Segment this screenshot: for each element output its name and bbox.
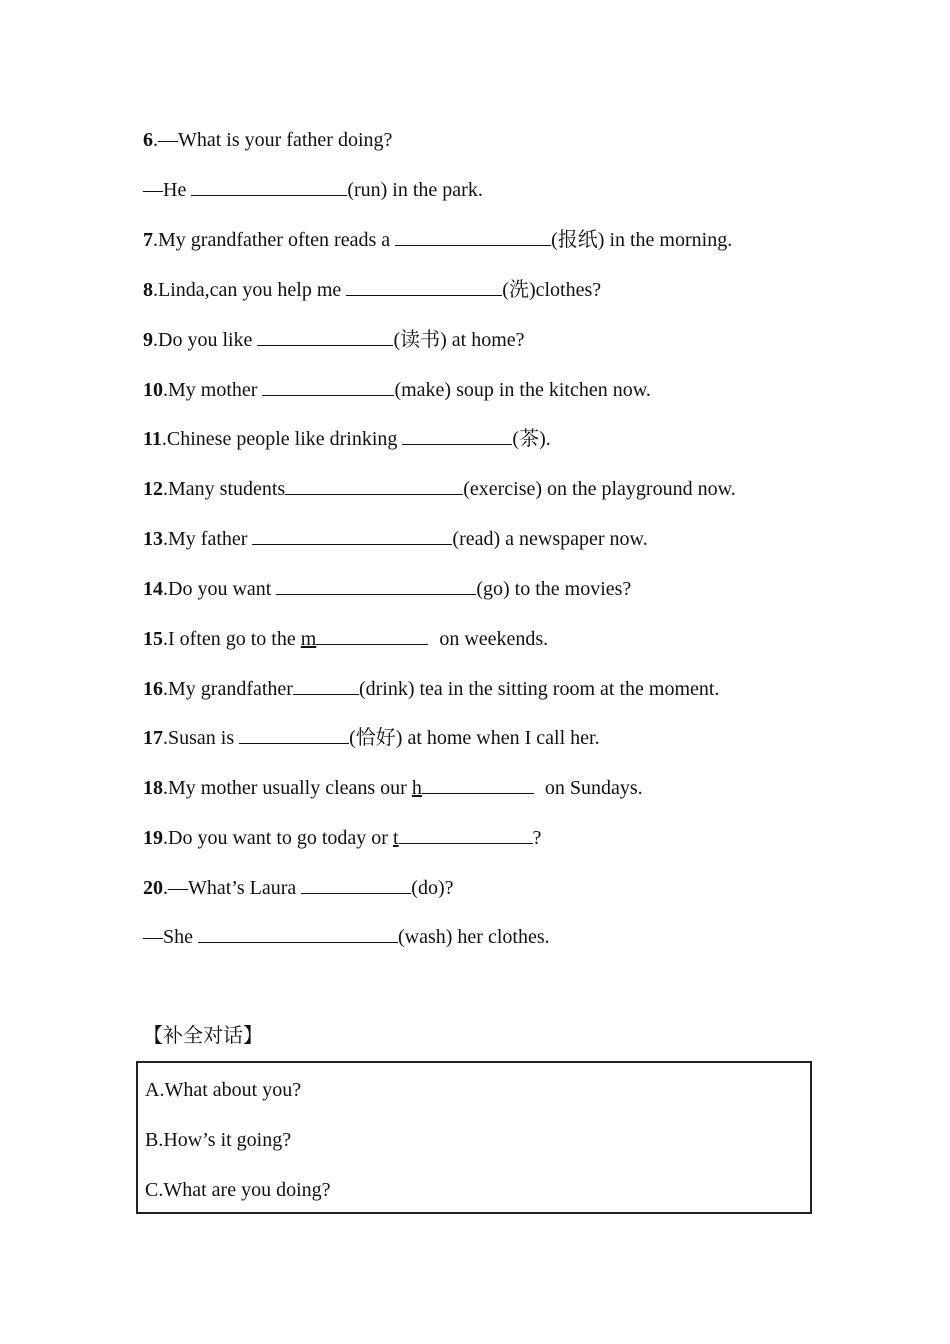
option-a: A.What about you? — [145, 1079, 302, 1101]
question-number: 20 — [143, 877, 163, 899]
question-number: 11 — [143, 428, 162, 450]
question-12 — [143, 476, 736, 502]
answer-blank[interactable] — [262, 377, 394, 396]
question-text: (run) in the park. — [347, 179, 483, 201]
question-text: .My grandfather — [163, 678, 293, 700]
answer-blank[interactable] — [395, 227, 551, 246]
question-11 — [143, 426, 551, 452]
question-15 — [143, 626, 548, 652]
answer-prefix: —She — [143, 926, 198, 948]
answer-blank[interactable] — [316, 626, 428, 645]
question-text: .My mother usually cleans our — [163, 777, 412, 799]
question-text: (洗)clothes? — [502, 279, 602, 301]
question-text: on Sundays. — [539, 777, 643, 799]
question-text: .—What is your father doing? — [153, 129, 393, 151]
question-text: .Many students — [163, 478, 286, 500]
question-text: .I often go to the — [163, 628, 301, 650]
question-text: (读书) at home? — [393, 329, 525, 351]
question-number: 9 — [143, 329, 153, 351]
answer-prefix: —He — [143, 179, 192, 201]
question-text: (报纸) in the morning. — [551, 229, 733, 251]
question-number: 19 — [143, 827, 163, 849]
question-7 — [143, 227, 732, 253]
answer-blank[interactable] — [276, 576, 476, 595]
question-text: (drink) tea in the sitting room at the moment. — [358, 678, 720, 700]
question-number: 7 — [143, 229, 153, 251]
question-text: .Do you want to go today or — [163, 827, 393, 849]
answer-blank[interactable] — [346, 277, 502, 296]
question-text: (read) a newspaper now. — [452, 528, 648, 550]
question-text: .—What’s Laura — [163, 877, 302, 899]
question-number: 6 — [143, 129, 153, 151]
question-text: (exercise) on the playground now. — [463, 478, 736, 500]
answer-blank[interactable] — [198, 924, 398, 943]
question-14 — [143, 576, 631, 602]
question-19 — [143, 825, 541, 851]
question-6 — [143, 127, 392, 153]
question-8 — [143, 277, 601, 303]
question-6-answer — [143, 177, 483, 203]
question-text: .My grandfather often reads a — [153, 229, 396, 251]
question-text: (go) to the movies? — [476, 578, 632, 600]
answer-blank[interactable] — [402, 426, 512, 445]
question-text: .Linda,can you help me — [153, 279, 347, 301]
question-number: 10 — [143, 379, 163, 401]
question-text: (do)? — [411, 877, 454, 899]
question-number: 13 — [143, 528, 163, 550]
answer-blank[interactable] — [301, 875, 411, 894]
question-text: .Do you want — [163, 578, 277, 600]
answer-blank[interactable] — [285, 476, 463, 495]
question-number: 15 — [143, 628, 163, 650]
answer-blank[interactable] — [399, 825, 533, 844]
option-c: C.What are you doing? — [145, 1179, 331, 1201]
question-text: (make) soup in the kitchen now. — [394, 379, 651, 401]
answer-blank[interactable] — [422, 775, 534, 794]
answer-blank[interactable] — [252, 526, 452, 545]
question-18 — [143, 775, 643, 801]
options-box — [136, 1061, 812, 1214]
question-number: 16 — [143, 678, 163, 700]
answer-hint-letter: t — [392, 827, 399, 849]
question-number: 8 — [143, 279, 153, 301]
question-text: .Do you like — [153, 329, 258, 351]
question-20 — [143, 875, 453, 901]
question-text: ? — [532, 827, 542, 849]
question-number: 12 — [143, 478, 163, 500]
question-text: (茶). — [512, 428, 551, 450]
answer-blank[interactable] — [293, 676, 359, 695]
question-13 — [143, 526, 648, 552]
option-b: B.How’s it going? — [145, 1129, 292, 1151]
answer-hint-letter: m — [300, 628, 317, 650]
question-20-answer — [143, 924, 550, 950]
question-17 — [143, 725, 600, 751]
question-text: on weekends. — [434, 628, 549, 650]
question-number: 14 — [143, 578, 163, 600]
question-text: .Susan is — [163, 727, 240, 749]
question-text: (wash) her clothes. — [398, 926, 550, 948]
question-text: .Chinese people like drinking — [161, 428, 403, 450]
answer-blank[interactable] — [239, 725, 349, 744]
question-10 — [143, 377, 651, 403]
question-text: (恰好) at home when I call her. — [349, 727, 600, 749]
question-9 — [143, 327, 525, 353]
question-number: 18 — [143, 777, 163, 799]
answer-blank[interactable] — [191, 177, 347, 196]
answer-hint-letter: h — [411, 777, 422, 799]
question-text: .My father — [163, 528, 253, 550]
section-title: 【补全对话】 — [143, 1025, 263, 1047]
question-number: 17 — [143, 727, 163, 749]
answer-blank[interactable] — [257, 327, 393, 346]
question-text: .My mother — [163, 379, 263, 401]
question-16 — [143, 676, 719, 702]
